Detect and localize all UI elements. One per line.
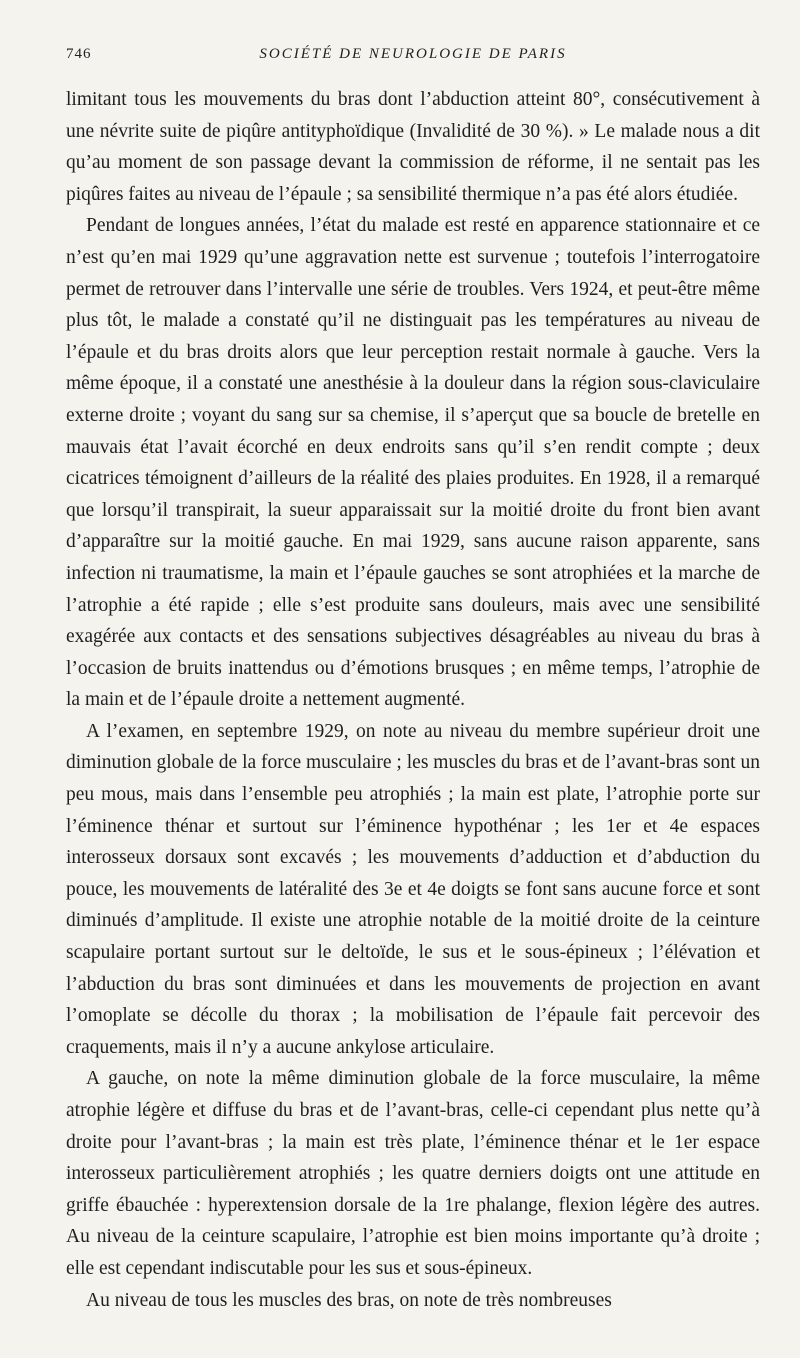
paragraph-3: A l’examen, en septembre 1929, on note au niveau du membre supérieur droit une diminution globale de la force musculaire ; les muscles du bras et de l’avant-bras sont un peu mous, mais dans l’ensemble peu atrophiés ; la main est plate, l’atrophie porte sur l’éminence thénar et surtout sur l’éminence hypothénar ; les 1er et 4e espaces interosseux dorsaux sont excavés ; les mouvements d’adduction et d’abduction du pouce, les mouvements de latéralité des 3e et 4e doigts se font sans aucune force et sont diminués d’amplitude. Il existe une atrophie notable de la moitié droite de la ceinture scapulaire portant surtout sur le deltoïde, le sus et le sous-épineux ; l’élévation et l’abduction du bras sont diminuées et dans les mouvements de projection en avant l’omoplate se décolle du thorax ; la mobilisation de l’épaule fait percevoir des craquements, mais il n’y a aucune ankylose articulaire. [66,720,760,1058]
body-text [66,84,760,1316]
paragraph-1: limitant tous les mouvements du bras dont l’abduction atteint 80°, consécutivement à une névrite suite de piqûre antityphoïdique (Invalidité de 30 %). » Le malade nous a dit qu’au moment de son passage devant la commission de réforme, il ne sentait pas les piqûres faites au niveau de l’épaule ; sa sensibilité thermique n’a pas été alors étudiée. [66,89,760,205]
paragraph-5: Au niveau de tous les muscles des bras, on note de très nombreuses [86,1289,612,1311]
paragraph-4: A gauche, on note la même diminution globale de la force musculaire, la même atrophie légère et diffuse du bras et de l’avant-bras, celle-ci cependant plus nette qu’à droite pour l’avant-bras ; la main est très plate, l’éminence thénar et le 1er espace interosseux particulièrement atrophiés ; les quatre derniers doigts ont une attitude en griffe ébauchée : hyperextension dorsale de la 1re phalange, flexion légère des autres. Au niveau de la ceinture scapulaire, l’atrophie est bien moins importante qu’à droite ; elle est cependant indiscutable pour les sus et sous-épineux. [66,1068,760,1279]
journal-title: SOCIÉTÉ DE NEUROLOGIE DE PARIS [259,46,567,62]
page-number: 746 [66,46,92,62]
paragraph-2: Pendant de longues années, l’état du malade est resté en apparence stationnaire et ce n’est qu’en mai 1929 qu’une aggravation nette est survenue ; toutefois l’interrogatoire permet de retrouver dans l’intervalle une série de troubles. Vers 1924, et peut-être même plus tôt, le malade a constaté qu’il ne distinguait pas les températures au niveau de l’épaule et du bras droits alors que leur perception restait normale à gauche. Vers la même époque, il a constaté une anesthésie à la douleur dans la région sous-claviculaire externe droite ; voyant du sang sur sa chemise, il s’aperçut que sa boucle de bretelle en mauvais état l’avait écorché en deux endroits sans qu’il s’en rendit compte ; deux cicatrices témoignent d’ailleurs de la réalité des plaies produites. En 1928, il a remarqué que lorsqu’il transpirait, la sueur apparaissait sur la moitié droite du front bien avant d’apparaître sur la moitié gauche. En mai 1929, sans aucune raison apparente, sans infection ni traumatisme, la main et l’épaule gauches se sont atrophiées et la marche de l’atrophie a été rapide ; elle s’est produite sans douleurs, mais avec une sensibilité exagérée aux contacts et des sensations subjectives désagréables au niveau du bras à l’occasion de bruits inattendus ou d’émotions brusques ; en même temps, l’atrophie de la main et de l’épaule droite a nettement augmenté. [66,215,760,711]
running-head [66,46,760,72]
